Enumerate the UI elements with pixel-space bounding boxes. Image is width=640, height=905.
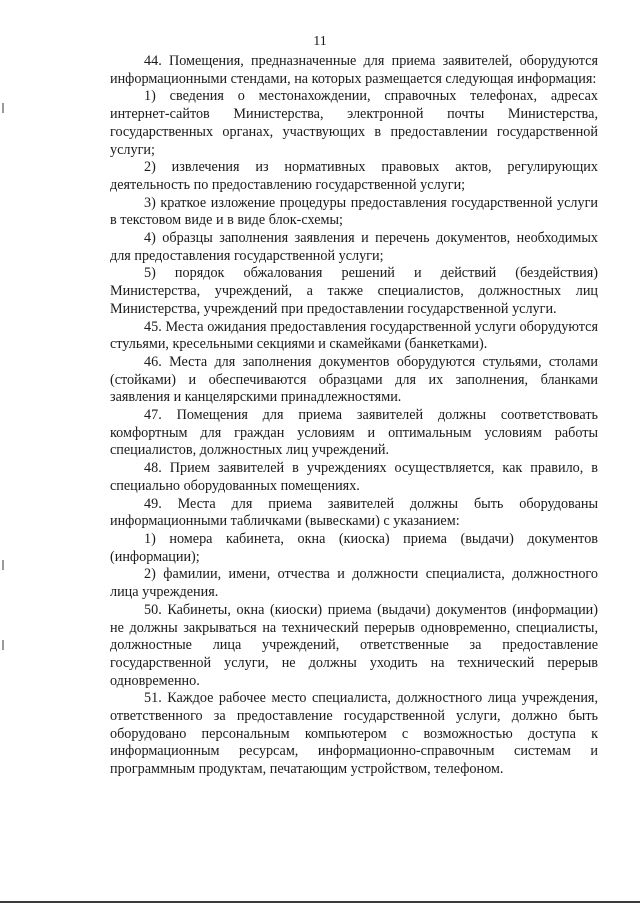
paragraph-44-item-2: 2) извлечения из нормативных правовых актов, регулирующих деятельность по предоставлению государственной услуги; (110, 159, 598, 193)
scan-edge-mark (2, 640, 4, 650)
page-number: 11 (313, 34, 327, 49)
paragraph-48: 48. Прием заявителей в учреждениях осуществляется, как правило, в специально оборудованных помещениях. (110, 460, 598, 494)
paragraph-44: 44. Помещения, предназначенные для приема заявителей, оборудуются информационными стендами, на которых размещается следующая информация: (110, 53, 598, 87)
paragraph-44-item-5: 5) порядок обжалования решений и действий (бездействия) Министерства, учреждений, а также специалистов, должностных лиц Министерства, учреждений при предоставлении государственной услуги. (110, 265, 598, 317)
paragraph-49: 49. Места для приема заявителей должны быть оборудованы информационными табличками (вывесками) с указанием: (110, 495, 598, 530)
paragraph-44-item-1: 1) сведения о местонахождении, справочных телефонах, адресах интернет-сайтов Министерства, электронной почты Министерства, государственных органах, участвующих в предоставлении государственной услуги; (110, 88, 598, 158)
paragraph-44-item-4: 4) образцы заполнения заявления и перечень документов, необходимых для предоставления государственной услуги; (110, 230, 598, 264)
paragraph-51: 51. Каждое рабочее место специалиста, должностного лица учреждения, ответственного за предоставление государственной услуги, должно быть оборудовано персональным компьютером с возможностью доступа к информационным ресурсам, информационно-справочным системам и программным продуктам, печатающим устройством, телефоном. (110, 690, 598, 778)
paragraph-47: 47. Помещения для приема заявителей должны соответствовать комфортным для граждан условиям и оптимальным условиям работы специалистов, должностных лиц учреждений. (110, 407, 598, 459)
paragraph-45: 45. Места ожидания предоставления государственной услуги оборудуются стульями, кресельными секциями и скамейками (банкетками). (110, 318, 598, 353)
scan-edge-mark (2, 560, 4, 570)
scan-edge-mark (2, 103, 4, 113)
paragraph-50: 50. Кабинеты, окна (киоски) приема (выдачи) документов (информации) не должны закрываться на технический перерыв одновременно, специалисты, должностные лица учреждений, ответственные за предоставление государственной услуги, не должны уходить на технический перерыв одновременно. (110, 601, 598, 689)
document-body (110, 53, 598, 779)
paragraph-49-item-2: 2) фамилии, имени, отчества и должности специалиста, должностного лица учреждения. (110, 566, 598, 601)
paragraph-46: 46. Места для заполнения документов оборудуются стульями, столами (стойками) и обеспечиваются образцами для их заполнения, бланками заявления и канцелярскими принадлежностями. (110, 353, 598, 406)
paragraph-44-item-3: 3) краткое изложение процедуры предоставления государственной услуги в текстовом виде и в виде блок-схемы; (110, 194, 598, 229)
scan-bottom-edge (0, 901, 640, 903)
paragraph-49-item-1: 1) номера кабинета, окна (киоска) приема (выдачи) документов (информации); (110, 530, 598, 565)
